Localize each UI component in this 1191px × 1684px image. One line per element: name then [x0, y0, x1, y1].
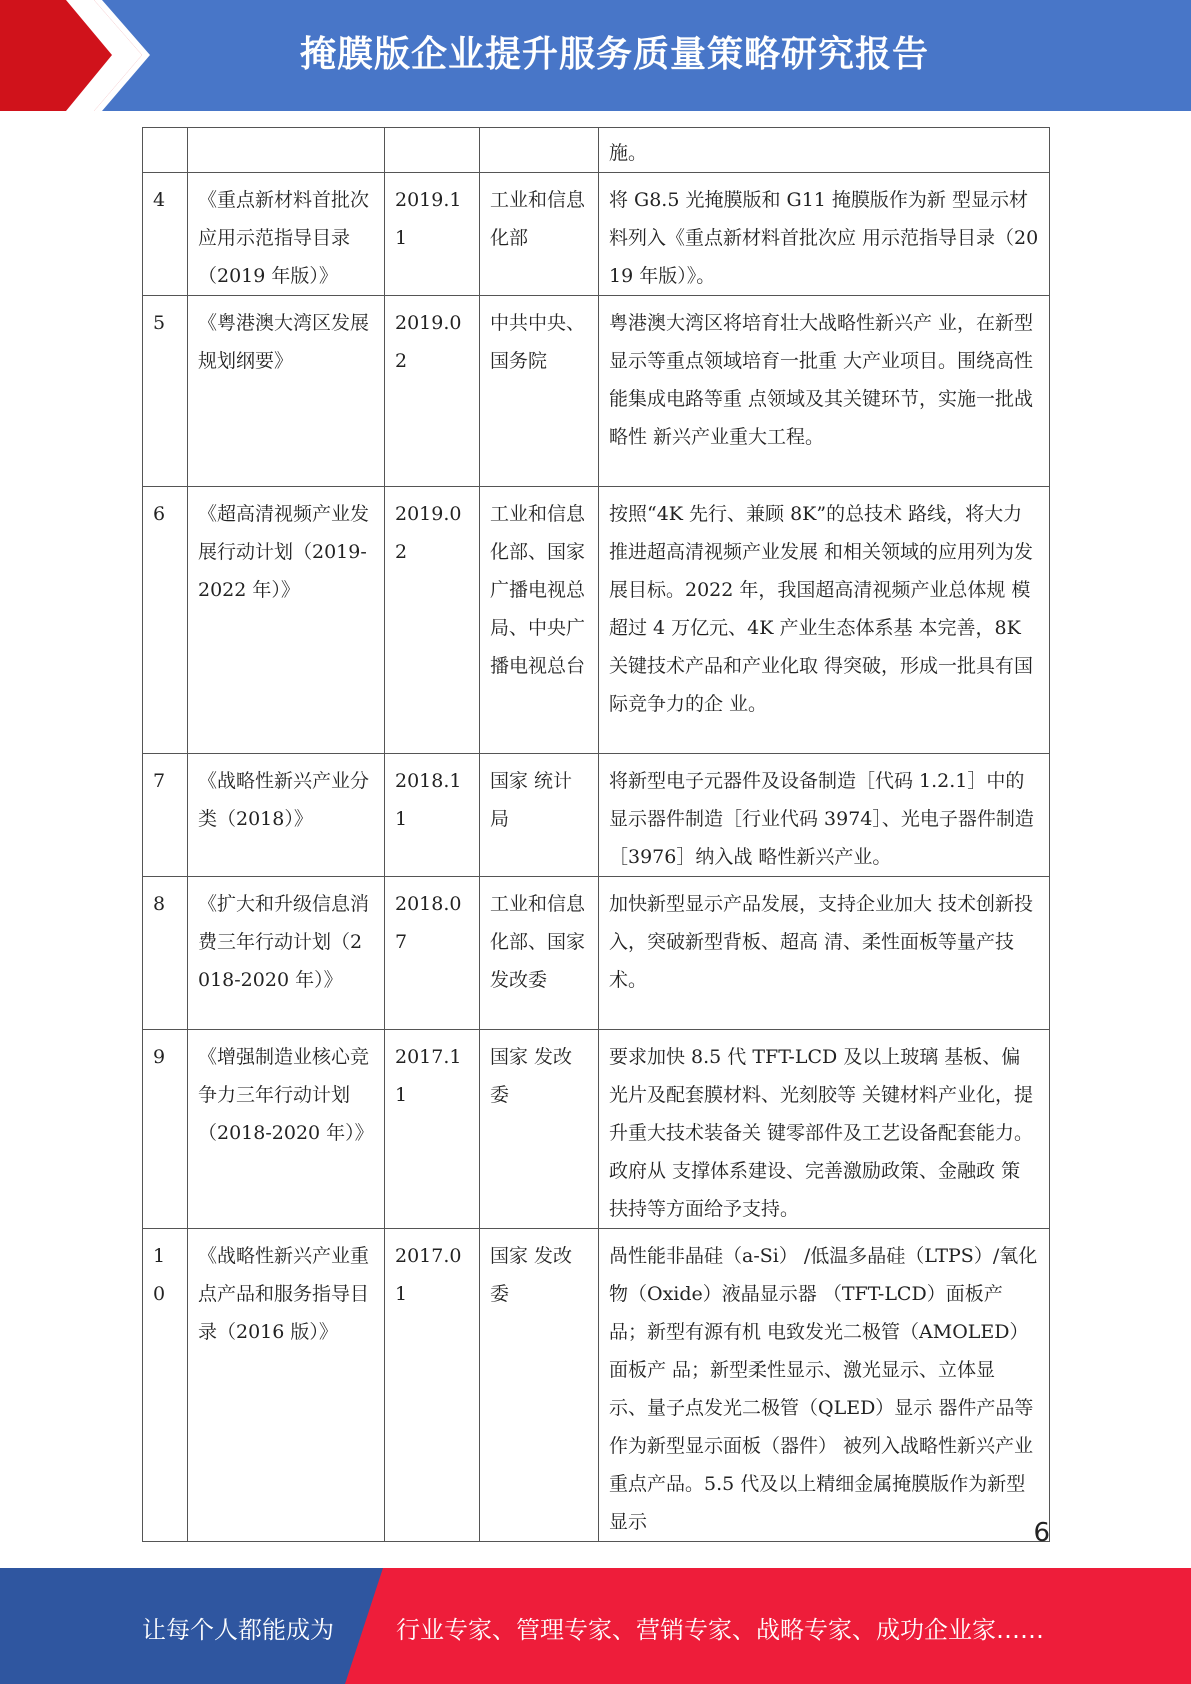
row-number: 6 — [143, 487, 188, 754]
policy-date: 2019.02 — [385, 487, 480, 754]
policy-content: 咼性能非晶硅（a-Si） /低温多晶硅（LTPS）/氧化物（Oxide）液晶显示器 （TFT-LCD）面板产品；新型有源有机 电致发光二极管（AMOLED）面板产 品；新型柔性显示、激光显示、立体显 示、量子点发光二极管（QLED）显示 器件产品等作为新型显示面板（器件） 被列入战略性新兴产业重点产品。5.5 代及以上精细金属掩膜版作为新型显示 — [599, 1229, 1050, 1542]
table-row — [143, 877, 1050, 1030]
policy-name — [188, 128, 385, 173]
report-title: 掩膜版企业提升服务质量策略研究报告 — [300, 34, 930, 75]
policy-name: 《增强制造业核心竞争力三年行动计划（2018-2020 年）》 — [188, 1030, 385, 1229]
page-header — [0, 0, 1191, 111]
issuing-department: 国家 发改委 — [480, 1229, 599, 1542]
table-row — [143, 1229, 1050, 1542]
issuing-department: 中共中央、国务院 — [480, 296, 599, 487]
table-row — [143, 296, 1050, 487]
issuing-department: 工业和信息化部、国家广播电视总局、中央广播电视总台 — [480, 487, 599, 754]
table-row — [143, 173, 1050, 296]
table-row — [143, 1030, 1050, 1229]
policy-date: 2018.07 — [385, 877, 480, 1030]
policy-date: 2018.11 — [385, 754, 480, 877]
issuing-department: 国家 统计局 — [480, 754, 599, 877]
policy-content: 粤港澳大湾区将培育壮大战略性新兴产 业，在新型显示等重点领域培育一批重 大产业项目。围绕高性能集成电路等重 点领域及其关键环节，实施一批战略性 新兴产业重大工程。 — [599, 296, 1050, 487]
policy-date — [385, 128, 480, 173]
policy-name: 《战略性新兴产业分类（2018）》 — [188, 754, 385, 877]
policy-name: 《扩大和升级信息消费三年行动计划（2018-2020 年）》 — [188, 877, 385, 1030]
policy-content: 按照“4K 先行、兼顾 8K”的总技术 路线，将大力推进超高清视频产业发展 和相关领域的应用列为发展目标。2022 年，我国超高清视频产业总体规 模超过 4 万亿元、4K 产业生态体系基 本完善，8K 关键技术产品和产业化取 得突破，形成一批具有国际竞争力的企 业。 — [599, 487, 1050, 754]
policy-table — [142, 127, 1050, 1542]
policy-date: 2019.02 — [385, 296, 480, 487]
row-number: 4 — [143, 173, 188, 296]
row-number: 10 — [143, 1229, 188, 1542]
table-row — [143, 754, 1050, 877]
policy-name: 《粤港澳大湾区发展规划纲要》 — [188, 296, 385, 487]
policy-name: 《重点新材料首批次应用示范指导目录（2019 年版）》 — [188, 173, 385, 296]
row-number: 5 — [143, 296, 188, 487]
policy-name: 《超高清视频产业发展行动计划（2019-2022 年）》 — [188, 487, 385, 754]
issuing-department: 工业和信息化部 — [480, 173, 599, 296]
header-arrow-icon — [0, 0, 160, 111]
policy-content: 将新型电子元器件及设备制造［代码 1.2.1］中的显示器件制造［行业代码 3974］、光电子器件制造［3976］纳入战 略性新兴产业。 — [599, 754, 1050, 877]
policy-content: 施。 — [599, 128, 1050, 173]
policy-date: 2019.11 — [385, 173, 480, 296]
row-number: 8 — [143, 877, 188, 1030]
row-number: 7 — [143, 754, 188, 877]
policy-content: 将 G8.5 光掩膜版和 G11 掩膜版作为新 型显示材料列入《重点新材料首批次应 用示范指导目录（2019 年版）》。 — [599, 173, 1050, 296]
row-number — [143, 128, 188, 173]
table-row — [143, 487, 1050, 754]
policy-date: 2017.01 — [385, 1229, 480, 1542]
policy-content: 加快新型显示产品发展，支持企业加大 技术创新投入，突破新型背板、超高 清、柔性面板等量产技术。 — [599, 877, 1050, 1030]
footer-slogan-right: 行业专家、管理专家、营销专家、战略专家、成功企业家…… — [396, 1616, 1044, 1644]
table-row — [143, 128, 1050, 173]
issuing-department: 国家 发改委 — [480, 1030, 599, 1229]
issuing-department: 工业和信息化部、国家发改委 — [480, 877, 599, 1030]
page-footer — [0, 1568, 1191, 1684]
footer-slogan-left: 让每个人都能成为 — [142, 1616, 334, 1644]
row-number: 9 — [143, 1030, 188, 1229]
policy-content: 要求加快 8.5 代 TFT-LCD 及以上玻璃 基板、偏光片及配套膜材料、光刻胶等 关键材料产业化，提升重大技术装备关 键零部件及工艺设备配套能力。政府从 支撑体系建设、完善激励政策、金融政 策扶持等方面给予支持。 — [599, 1030, 1050, 1229]
policy-date: 2017.11 — [385, 1030, 480, 1229]
policy-name: 《战略性新兴产业重点产品和服务指导目录（2016 版）》 — [188, 1229, 385, 1542]
page-number: 6 — [1033, 1518, 1050, 1548]
issuing-department — [480, 128, 599, 173]
